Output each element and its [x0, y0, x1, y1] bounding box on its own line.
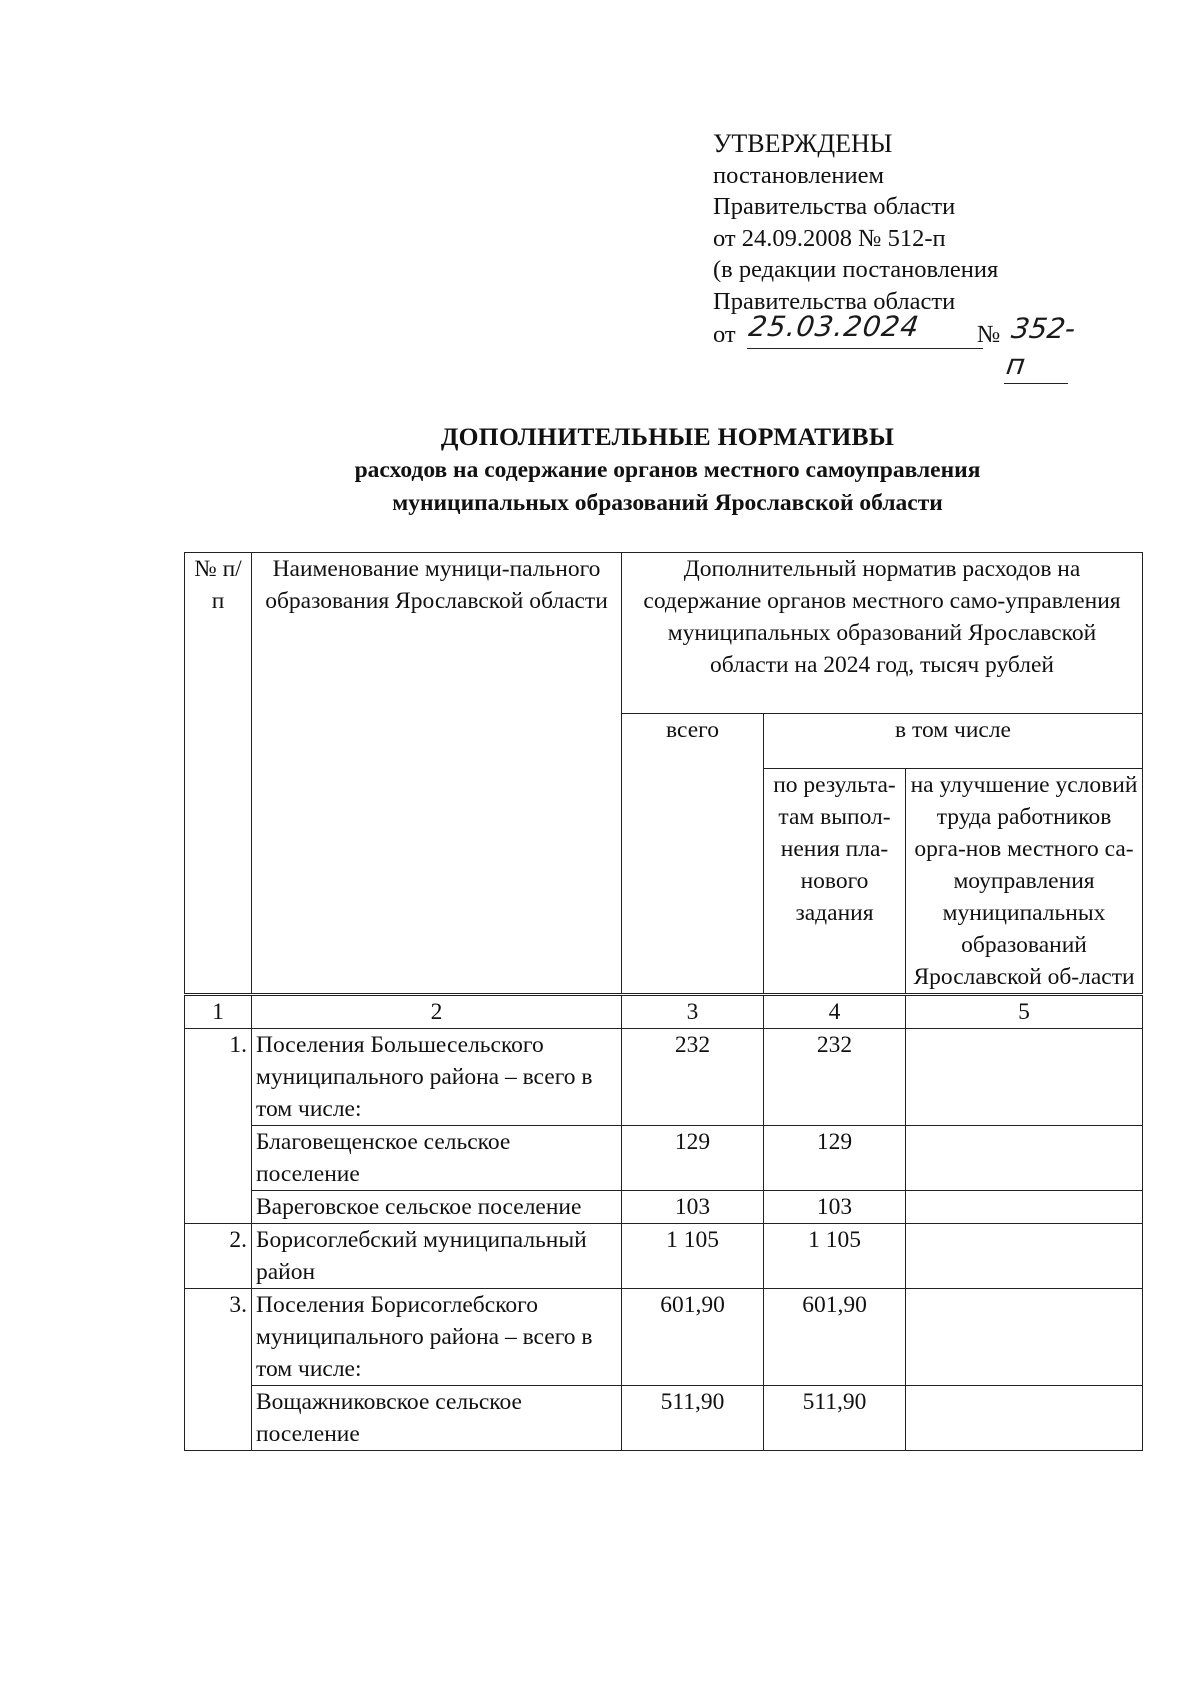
row-name: Поселения Большесельского муниципального района – всего в том числе:	[252, 1029, 622, 1126]
row-number: 3.	[185, 1289, 252, 1451]
approval-line: постановлением	[713, 161, 885, 189]
row-number: 2.	[185, 1224, 252, 1289]
row-by-results: 232	[764, 1029, 906, 1126]
date-underline	[747, 348, 983, 349]
table-row	[185, 1289, 1143, 1386]
approval-line: Правительства области	[713, 287, 956, 315]
approval-line: (в редакции постановления	[713, 256, 999, 283]
row-by-results: 1 105	[764, 1224, 906, 1289]
row-number: 1.	[185, 1029, 252, 1224]
table-row	[185, 1191, 1143, 1224]
handwritten-number: 352-п	[1004, 311, 1078, 384]
row-name: Вареговское сельское поселение	[252, 1191, 622, 1224]
row-improvement	[906, 1029, 1143, 1126]
from-label: от	[713, 321, 736, 348]
column-index-row	[185, 995, 1143, 1029]
header-norm: Дополнительный норматив расходов на содержание органов местного само-управления муниципальных образований Ярославской области на 2024 год, тысяч рублей	[622, 553, 1143, 714]
column-index: 1	[185, 995, 252, 1029]
approval-line: от 24.09.2008 № 512-п	[713, 224, 946, 252]
header-total: всего	[622, 714, 764, 995]
row-by-results: 129	[764, 1126, 906, 1191]
signature-row	[713, 310, 1078, 381]
row-improvement	[906, 1191, 1143, 1224]
row-improvement	[906, 1289, 1143, 1386]
row-by-results: 103	[764, 1191, 906, 1224]
row-improvement	[906, 1126, 1143, 1191]
row-improvement	[906, 1386, 1143, 1451]
header-including: в том числе	[764, 714, 1143, 769]
row-total: 129	[622, 1126, 764, 1191]
table-row	[185, 1386, 1143, 1451]
row-total: 232	[622, 1029, 764, 1126]
row-improvement	[906, 1224, 1143, 1289]
document-subtitle: муниципальных образований Ярославской области	[392, 490, 943, 516]
table-row	[185, 1224, 1143, 1289]
row-name: Вощажниковское сельское поселение	[252, 1386, 622, 1451]
header-num: № п/п	[185, 553, 252, 995]
header-row	[185, 553, 1143, 714]
row-name: Благовещенское сельское поселение	[252, 1126, 622, 1191]
approval-heading: УТВЕРЖДЕНЫ	[713, 129, 893, 158]
number-label: №	[977, 321, 1001, 348]
table-row	[185, 1126, 1143, 1191]
column-index: 3	[622, 995, 764, 1029]
handwritten-date: 25.03.2024	[746, 310, 922, 343]
row-total: 601,90	[622, 1289, 764, 1386]
document-subtitle: расходов на содержание органов местного самоуправления	[354, 457, 981, 483]
column-index: 4	[764, 995, 906, 1029]
row-name: Борисоглебский муниципальный район	[252, 1224, 622, 1289]
row-total: 511,90	[622, 1386, 764, 1451]
column-index: 2	[252, 995, 622, 1029]
header-by-results: по результа-там выпол-нения пла-нового задания	[764, 769, 906, 995]
header-name: Наименование муници-пального образования Ярославской области	[252, 553, 622, 995]
table-row	[185, 1029, 1143, 1126]
row-total: 1 105	[622, 1224, 764, 1289]
row-by-results: 601,90	[764, 1289, 906, 1386]
column-index: 5	[906, 995, 1143, 1029]
row-name: Поселения Борисоглебского муниципального района – всего в том числе:	[252, 1289, 622, 1386]
document-title: ДОПОЛНИТЕЛЬНЫЕ НОРМАТИВЫ	[440, 422, 895, 451]
row-total: 103	[622, 1191, 764, 1224]
approval-line: Правительства области	[713, 193, 956, 220]
header-improvement: на улучшение условий труда работников орга-нов местного са-моуправления муниципальных образований Ярославской об-ласти	[906, 769, 1143, 995]
row-by-results: 511,90	[764, 1386, 906, 1451]
approval-stamp	[713, 128, 1078, 381]
norms-table	[184, 552, 1143, 1451]
